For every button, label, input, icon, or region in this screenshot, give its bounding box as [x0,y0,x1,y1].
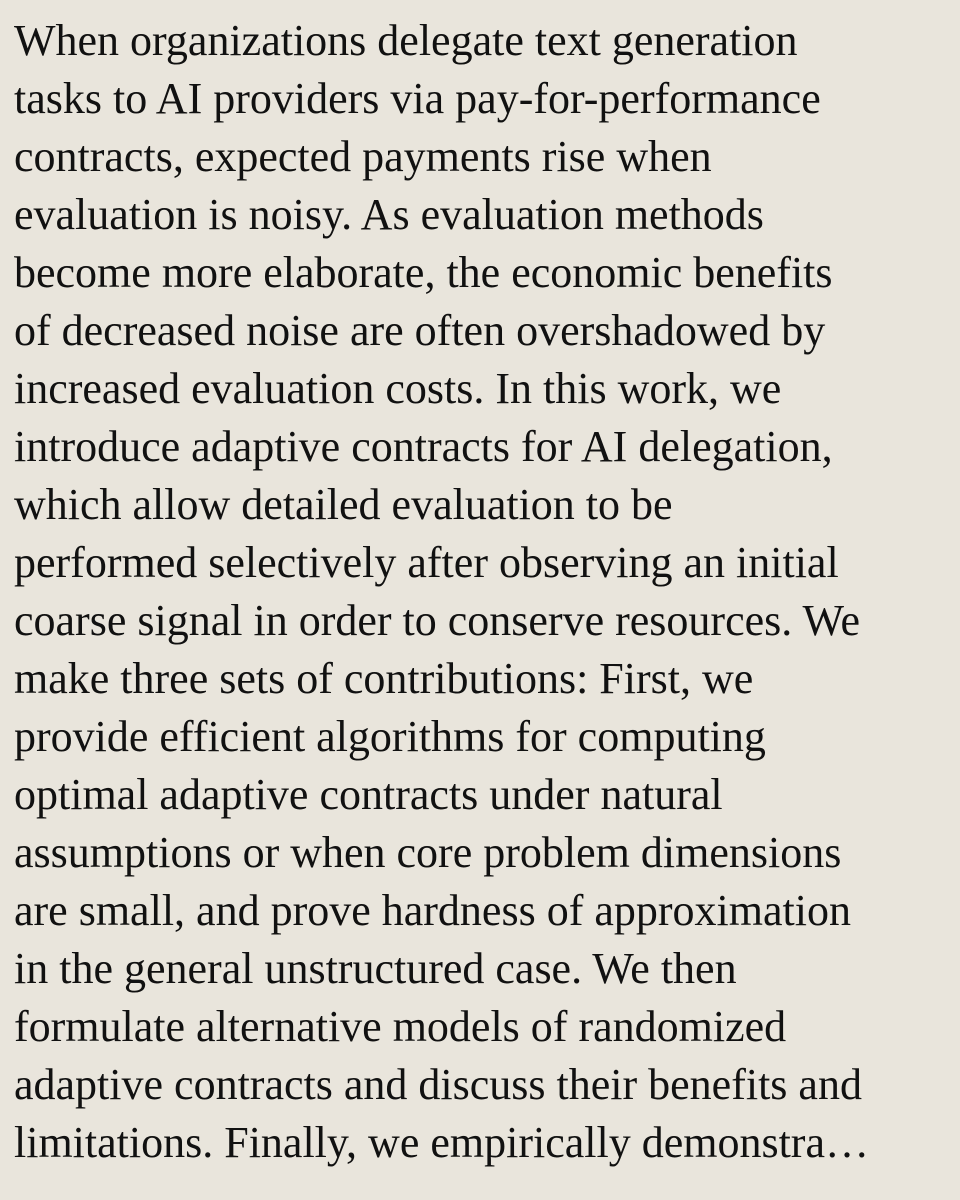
text-line-12: make three sets of contributions: First, we [14,654,754,703]
text-line-4: evaluation is noisy. As evaluation methods [14,190,764,239]
text-line-16: are small, and prove hardness of approximation [14,886,851,935]
text-line-3: contracts, expected payments rise when [14,132,712,181]
text-line-2: tasks to AI providers via pay-for-performance [14,74,821,123]
abstract-text [14,12,954,1172]
text-line-1: When organizations delegate text generation [14,16,798,65]
text-line-9: which allow detailed evaluation to be [14,480,673,529]
text-line-5: become more elaborate, the economic benefits [14,248,833,297]
text-line-7: increased evaluation costs. In this work, we [14,364,782,413]
text-line-11: coarse signal in order to conserve resources. We [14,596,860,645]
text-line-10: performed selectively after observing an initial [14,538,839,587]
text-line-6: of decreased noise are often overshadowed by [14,306,826,355]
text-line-18: formulate alternative models of randomized [14,1002,787,1051]
text-line-14: optimal adaptive contracts under natural [14,770,723,819]
text-line-17: in the general unstructured case. We then [14,944,737,993]
text-line-13: provide efficient algorithms for computing [14,712,766,761]
text-line-8: introduce adaptive contracts for AI delegation, [14,422,833,471]
text-line-19: adaptive contracts and discuss their benefits and [14,1060,862,1109]
text-line-20: limitations. Finally, we empirically demonstra… [14,1118,869,1167]
text-line-15: assumptions or when core problem dimensions [14,828,842,877]
